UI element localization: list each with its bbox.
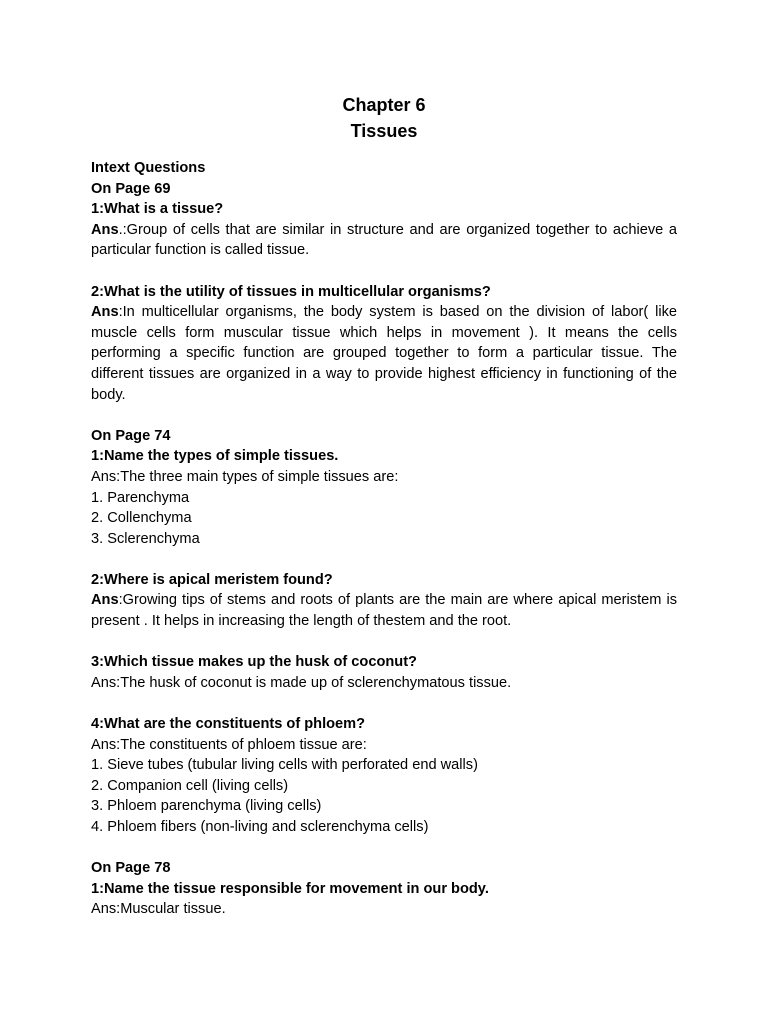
chapter-name: Tissues (350, 121, 418, 141)
answer-78-1: Ans:Muscular tissue. (91, 901, 226, 918)
spacer (91, 261, 677, 282)
document-body (91, 158, 677, 920)
answer-label: Ans (91, 304, 119, 321)
question-69-1: 1:What is a tissue? (91, 201, 224, 218)
spacer (91, 693, 677, 714)
answer-text: .:Group of cells that are similar in structure and are organized together to achieve a particular function is called tissue. (91, 221, 677, 259)
question-74-3: 3:Which tissue makes up the husk of coconut? (91, 654, 417, 671)
answer-label: Ans (91, 592, 119, 609)
answer-74-4: Ans:The constituents of phloem tissue are: (91, 736, 367, 753)
spacer (91, 838, 677, 859)
list-item: 1. Sieve tubes (tubular living cells with perforated end walls) (91, 757, 478, 774)
list-item: 2. Companion cell (living cells) (91, 777, 289, 794)
spacer (91, 405, 677, 426)
question-74-1: 1:Name the types of simple tissues. (91, 448, 339, 465)
list-item: 2. Collenchyma (91, 510, 192, 527)
section-heading-page-74: On Page 74 (91, 427, 171, 444)
answer-69-2 (91, 302, 677, 405)
chapter-number: Chapter 6 (342, 95, 426, 115)
section-heading-page-69: On Page 69 (91, 180, 171, 197)
spacer (91, 632, 677, 653)
list-item: 4. Phloem fibers (non-living and sclerenchyma cells) (91, 819, 429, 835)
answer-74-1: Ans:The three main types of simple tissues are: (91, 468, 399, 485)
intext-heading: Intext Questions (91, 160, 206, 176)
answer-text: :In multicellular organisms, the body system is based on the division of labor( like muscle cells form muscular tissue which helps in movement ). It means the cells performing a specific function are grouped together to form a particular tissue. The different tissues are organized in a way to provide highest efficiency in functioning of the body. (91, 304, 677, 403)
question-74-2: 2:Where is apical meristem found? (91, 571, 333, 588)
question-69-2: 2:What is the utility of tissues in multicellular organisms? (91, 283, 491, 300)
question-78-1: 1:Name the tissue responsible for movement in our body. (91, 880, 489, 897)
list-item: 3. Phloem parenchyma (living cells) (91, 798, 322, 815)
answer-text: :Growing tips of stems and roots of plants are the main are where apical meristem is present . It helps in increasing the length of thestem and the root. (91, 592, 677, 630)
chapter-title (91, 92, 677, 144)
answer-label: Ans (91, 221, 119, 238)
answer-69-1 (91, 220, 677, 261)
spacer (91, 549, 677, 570)
question-74-4: 4:What are the constituents of phloem? (91, 716, 366, 733)
list-item: 3. Sclerenchyma (91, 530, 200, 547)
answer-74-2 (91, 590, 677, 631)
section-heading-page-78: On Page 78 (91, 860, 171, 877)
list-item: 1. Parenchyma (91, 489, 190, 506)
answer-74-3: Ans:The husk of coconut is made up of sclerenchymatous tissue. (91, 674, 512, 691)
